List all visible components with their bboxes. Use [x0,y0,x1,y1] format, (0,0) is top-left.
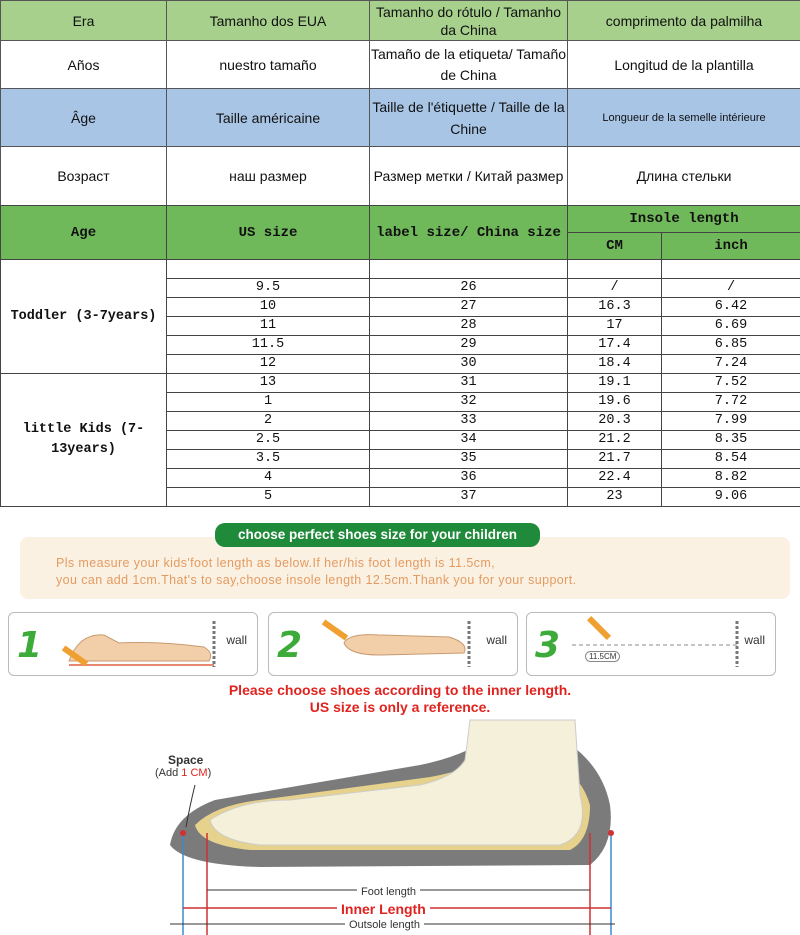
us-cell: 13 [167,374,370,393]
wall-label: wall [486,633,507,647]
china-cell: 36 [370,469,568,488]
foot-length-label: Foot length [357,886,420,898]
size-table [0,205,800,507]
size-table-header-row [1,206,800,233]
inch-header: inch [662,233,800,260]
inch-cell: / [662,279,800,298]
age-group-cell: Toddler (3-7years) [1,260,167,374]
table-row [1,374,800,393]
space-label: Space [168,753,204,767]
warning-line-1: Please choose shoes according to the inner length. [228,682,572,698]
us-cell: 4 [167,469,370,488]
step-number: 2 [277,625,303,666]
cm-cell: 20.3 [568,412,662,431]
us-size-cell: Tamanho dos EUA [167,1,370,41]
step-number: 1 [17,625,43,666]
add-value: 1 CM [181,767,208,779]
inch-cell: 8.35 [662,431,800,450]
us-size-header: US size [167,206,370,260]
label-size-cell: Taille de l'étiquette / Taille de la Chine [370,89,568,147]
china-cell: 31 [370,374,568,393]
insole-cell: Длина стельки [568,147,800,206]
wall-label: wall [744,633,765,647]
china-cell: 34 [370,431,568,450]
us-cell: 11 [167,317,370,336]
us-cell: 12 [167,355,370,374]
china-cell: 26 [370,279,568,298]
inch-cell: 7.24 [662,355,800,374]
us-cell: 3.5 [167,450,370,469]
cm-cell: / [568,279,662,298]
cm-cell: 23 [568,488,662,507]
add-1cm-label [155,767,211,779]
inner-length-label: Inner Length [337,901,430,917]
inch-cell: 7.99 [662,412,800,431]
insole-cell: comprimento da palmilha [568,1,800,41]
cm-cell: 21.2 [568,431,662,450]
china-cell: 33 [370,412,568,431]
blank-cell [568,260,662,279]
us-cell: 10 [167,298,370,317]
us-cell: 2 [167,412,370,431]
insole-length-header: Insole length [568,206,800,233]
us-cell: 5 [167,488,370,507]
label-size-header: label size/ China size [370,206,568,260]
header-row-russian [1,147,800,206]
inch-cell: 9.06 [662,488,800,507]
insole-cell: Longitud de la plantilla [568,41,800,89]
shoe-diagram [0,515,800,935]
note-line-2: you can add 1cm.That's to say,choose insole length 12.5cm.Thank you for your support. [56,573,577,587]
blank-cell [662,260,800,279]
cm-header: CM [568,233,662,260]
header-row-french [1,89,800,147]
blank-cell [167,260,370,279]
us-size-cell: наш размер [167,147,370,206]
cm-cell: 19.1 [568,374,662,393]
insole-cell: Longueur de la semelle intérieure [568,89,800,147]
china-cell: 29 [370,336,568,355]
blank-cell [370,260,568,279]
header-row-portuguese [1,1,800,41]
china-cell: 28 [370,317,568,336]
spacer-row [1,260,800,279]
us-size-cell: Taille américaine [167,89,370,147]
us-cell: 11.5 [167,336,370,355]
us-cell: 2.5 [167,431,370,450]
inch-cell: 6.69 [662,317,800,336]
era-cell: Возраст [1,147,167,206]
wall-label: wall [226,633,247,647]
cm-cell: 16.3 [568,298,662,317]
guide-banner: choose perfect shoes size for your children [215,523,540,547]
language-header-table [0,0,800,206]
header-row-spanish [1,41,800,89]
cm-cell: 18.4 [568,355,662,374]
warning-line-2: US size is only a reference. [309,699,491,715]
era-cell: Era [1,1,167,41]
cm-cell: 17.4 [568,336,662,355]
measurement-guide [0,515,800,935]
age-group-cell: little Kids (7-13years) [1,374,167,507]
era-cell: Âge [1,89,167,147]
china-cell: 32 [370,393,568,412]
inch-cell: 6.85 [662,336,800,355]
us-size-cell: nuestro tamaño [167,41,370,89]
china-cell: 30 [370,355,568,374]
outsole-length-label: Outsole length [345,919,424,931]
cm-cell: 21.7 [568,450,662,469]
inch-cell: 7.72 [662,393,800,412]
add-prefix: (Add [155,767,182,779]
inch-cell: 6.42 [662,298,800,317]
cm-cell: 22.4 [568,469,662,488]
us-cell: 1 [167,393,370,412]
us-cell: 9.5 [167,279,370,298]
inch-cell: 8.82 [662,469,800,488]
inch-cell: 7.52 [662,374,800,393]
label-size-cell: Tamanho do rótulo / Tamanho da China [370,1,568,41]
measure-label: 11.5CM [585,651,620,662]
cm-cell: 19.6 [568,393,662,412]
cm-cell: 17 [568,317,662,336]
add-suffix: ) [207,767,212,779]
china-cell: 35 [370,450,568,469]
inch-cell: 8.54 [662,450,800,469]
note-line-1: Pls measure your kids'foot length as below.If her/his foot length is 11.5cm, [56,556,496,570]
china-cell: 37 [370,488,568,507]
era-cell: Años [1,41,167,89]
china-cell: 27 [370,298,568,317]
label-size-cell: Размер метки / Китай размер [370,147,568,206]
label-size-cell: Tamaño de la etiqueta/ Tamaño de China [370,41,568,89]
step-number: 3 [535,625,561,666]
age-header: Age [1,206,167,260]
